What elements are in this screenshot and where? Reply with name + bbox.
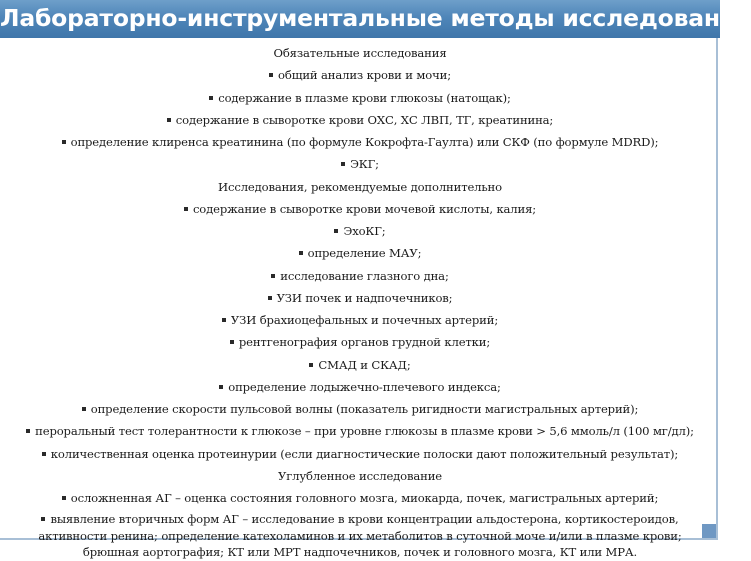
bullet-text: содержание в плазме крови глюкозы (натощак); [218,90,511,105]
bullet-text: определение МАУ; [307,246,422,261]
bullet-icon [62,496,66,500]
bullet-text: УЗИ почек и надпочечников; [276,290,453,305]
slide-title: Лабораторно-инструментальные методы исследования [0,4,751,32]
bullet-icon [334,229,338,233]
section-heading-text: Обязательные исследования [273,46,447,60]
bullet-icon [268,296,272,300]
bullet-text: пероральный тест толерантности к глюкозе – при уровне глюкозы в плазме крови > 5,6 ммоль/л (100 мг/дл); [35,424,694,439]
section-heading-text: Исследования, рекомендуемые дополнительно [218,179,502,194]
section-heading [2,42,718,64]
bullet-item [2,109,718,131]
bullet-icon [269,73,273,77]
bullet-item [2,443,718,465]
bullet-icon [41,517,45,521]
bullet-item [2,376,718,398]
bullet-icon [219,385,223,389]
bullet-icon [230,340,234,344]
bullet-item [2,511,718,561]
bullet-icon [309,363,313,367]
bullet-item [2,131,718,153]
bullet-text: определение лодыжечно-плечевого индекса; [228,379,501,394]
section-heading-text: Углубленное исследование [277,468,443,483]
bullet-text: определение скорости пульсовой волны (показатель ригидности магистральных артерий); [90,402,639,416]
bullet-icon [62,140,66,144]
bullet-icon [209,96,213,100]
bullet-item [2,420,718,442]
bullet-text: УЗИ брахиоцефальных и почечных артерий; [230,313,499,327]
section-heading [2,465,718,487]
bullet-item [2,487,718,509]
bullet-text: СМАД и СКАД; [318,357,411,372]
bullet-item [2,398,718,420]
bullet-item [2,64,718,86]
bullet-text: содержание в сыворотке крови мочевой кислоты, калия; [192,201,537,216]
bullet-icon [42,452,46,456]
bullet-text: содержание в сыворотке крови ОХС, ХС ЛВП, ТГ, креатинина; [175,112,554,127]
section-heading [2,176,718,198]
bullet-icon [184,207,188,211]
bullet-item [2,354,718,376]
bullet-text: общий анализ крови и мочи; [278,68,451,83]
bullet-item [2,265,718,287]
bullet-item [2,287,718,309]
bullet-item [2,198,718,220]
bullet-icon [82,407,86,411]
bullet-icon [222,318,226,322]
bullet-icon [299,251,303,255]
bullet-item [2,331,718,353]
slide-content [2,42,718,561]
bullet-text: рентгенография органов грудной клетки; [238,335,491,350]
bullet-text: ЭхоКГ; [343,224,386,238]
bullet-icon [167,118,171,122]
bullet-text: осложненная АГ – оценка состояния головного мозга, миокарда, почек, магистральных артерий; [70,491,659,505]
bullet-text: исследование глазного дна; [280,268,449,283]
bullet-icon [26,429,30,433]
bullet-icon [271,274,275,278]
bullet-icon [341,162,345,166]
bullet-item [2,242,718,264]
bullet-text: ЭКГ; [350,157,379,172]
bullet-item [2,153,718,175]
bullet-item [2,220,718,242]
bullet-item [2,309,718,331]
bullet-text: определение клиренса креатинина (по формуле Кокрофта-Гаулта) или СКФ (по формуле MDRD); [70,135,659,149]
bullet-text: количественная оценка протеинурии (если диагностические полоски дают положительный результат); [50,446,679,461]
bullet-text: выявление вторичных форм АГ – исследование в крови концентрации альдостерона, кортикостероидов, активности ренина; определение катехоламинов и их метаболитов в суточной моче и/или в плазме крови; брюшная аортография; КТ или МРТ надпочечников, почек и головного мозга, КТ или МРА. [38,512,682,560]
bullet-item [2,87,718,109]
